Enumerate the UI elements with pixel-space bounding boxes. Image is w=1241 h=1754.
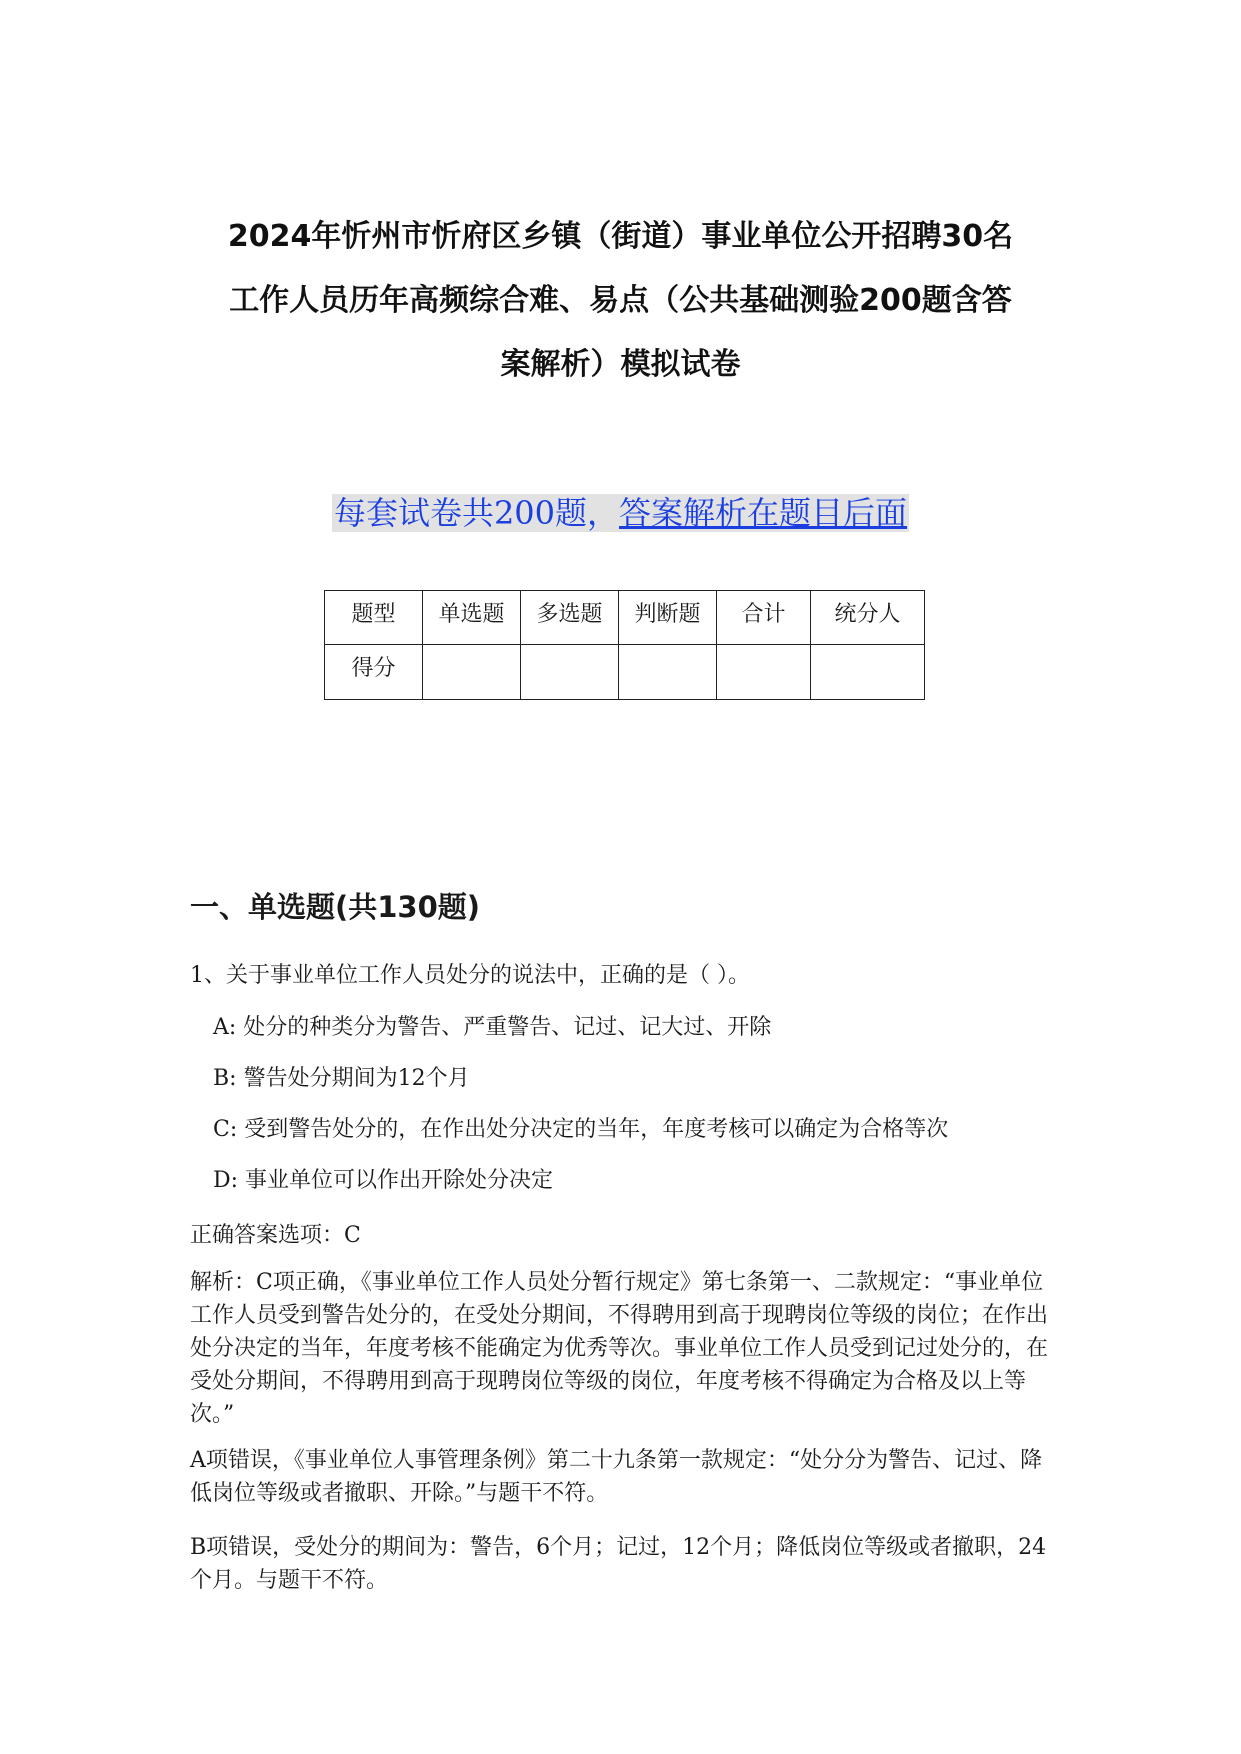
- option-a: A: 处分的种类分为警告、严重警告、记过、记大过、开除: [213, 1015, 772, 1040]
- explanation-c: 解析：C项正确，《事业单位工作人员处分暂行规定》第七条第一、二款规定：“事业单位工作人员受到警告处分的，在受处分期间，不得聘用到高于现聘岗位等级的岗位；在作出处分决定的当年，年度考核不能确定为优秀等次。事业单位工作人员受到记过处分的，在受处分期间，不得聘用到高于现聘岗位等级的岗位，年度考核不得确定为合格及以上等次。”: [190, 1270, 1049, 1427]
- header-cell-scorer: 统分人: [811, 591, 925, 645]
- score-table-score-row: [325, 645, 925, 700]
- document-title: [190, 205, 1051, 397]
- header-cell-multi: 多选题: [521, 591, 619, 645]
- score-table: [324, 590, 925, 700]
- header-cell-type: 题型: [325, 591, 423, 645]
- section-heading: 一、单选题(共130题): [190, 890, 481, 924]
- option-c: C: 受到警告处分的，在作出处分决定的当年，年度考核可以确定为合格等次: [213, 1117, 949, 1142]
- subtitle-highlight: [332, 494, 909, 532]
- score-cell-judge[interactable]: [619, 645, 717, 700]
- score-cell-total[interactable]: [717, 645, 811, 700]
- header-cell-single: 单选题: [423, 591, 521, 645]
- explanation-b: B项错误，受处分的期间为：警告，6个月；记过，12个月；降低岗位等级或者撤职，24个月。与题干不符。: [190, 1535, 1047, 1593]
- header-cell-judge: 判断题: [619, 591, 717, 645]
- explanation-a: A项错误，《事业单位人事管理条例》第二十九条第一款规定：“处分分为警告、记过、降低岗位等级或者撤职、开除。”与题干不符。: [190, 1448, 1043, 1506]
- header-cell-total: 合计: [717, 591, 811, 645]
- title-line-2: 工作人员历年高频综合难、易点（公共基础测验200题含答: [229, 283, 1012, 318]
- score-cell-single[interactable]: [423, 645, 521, 700]
- correct-answer: 正确答案选项：C: [190, 1223, 361, 1248]
- score-cell-multi[interactable]: [521, 645, 619, 700]
- score-table-header-row: [325, 591, 925, 645]
- subtitle-text: 每套试卷共200题，: [333, 494, 620, 532]
- subtitle: [0, 490, 1241, 536]
- row-label-score: 得分: [325, 645, 423, 700]
- option-d: D: 事业单位可以作出开除处分决定: [213, 1168, 554, 1193]
- option-b: B: 警告处分期间为12个月: [213, 1066, 470, 1091]
- question-stem: 1、关于事业单位工作人员处分的说法中，正确的是（ ）。: [190, 963, 750, 988]
- score-cell-scorer[interactable]: [811, 645, 925, 700]
- title-line-3: 案解析）模拟试卷: [500, 347, 741, 382]
- answer-location-link[interactable]: 答案解析在题目后面: [619, 494, 908, 532]
- title-line-1: 2024年忻州市忻府区乡镇（街道）事业单位公开招聘30名: [227, 219, 1014, 254]
